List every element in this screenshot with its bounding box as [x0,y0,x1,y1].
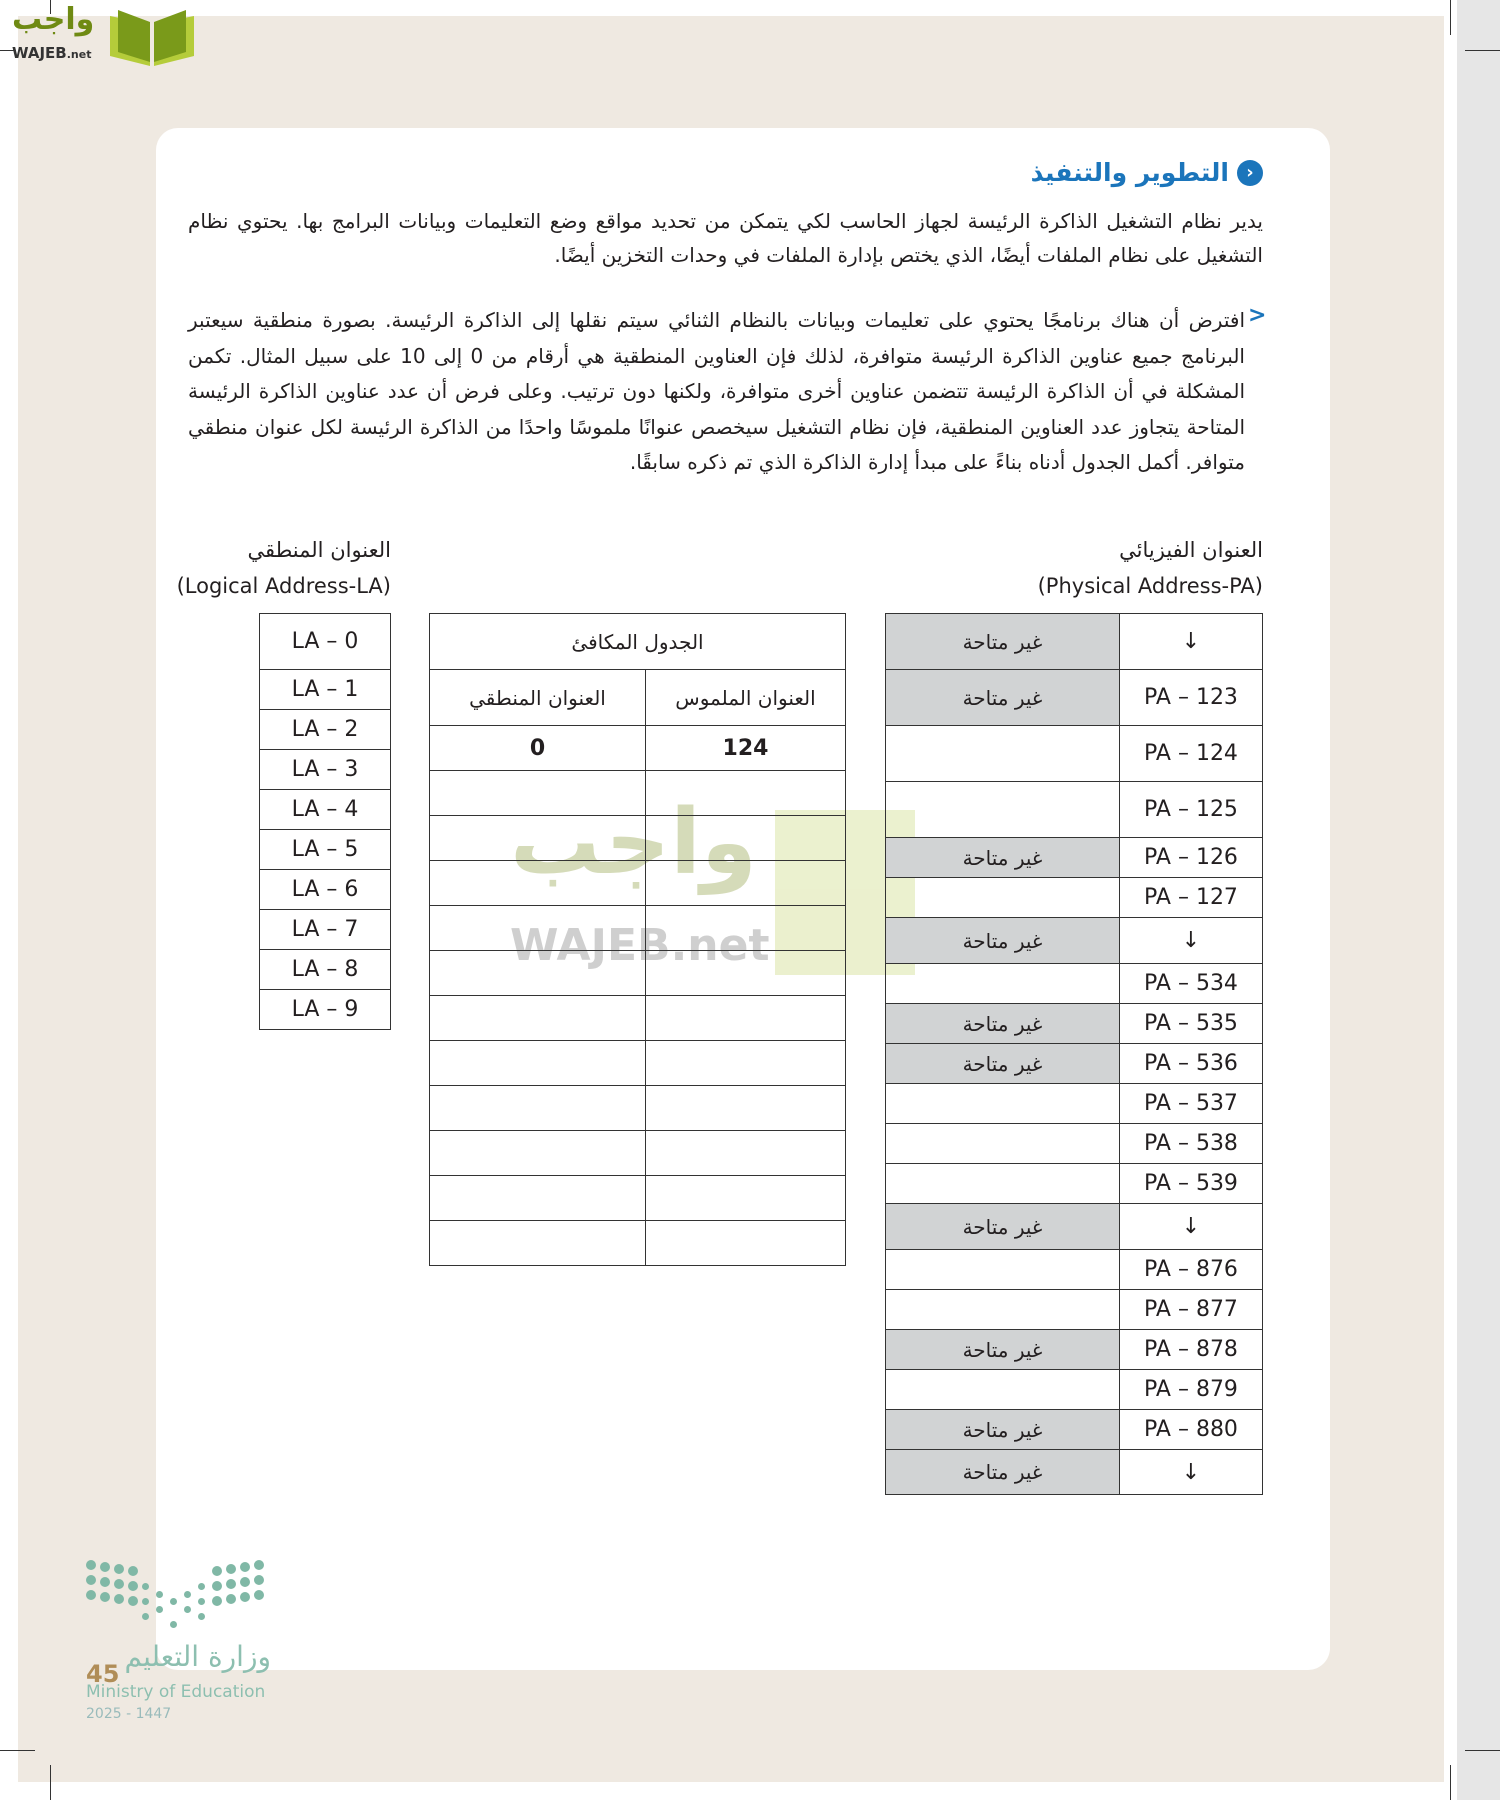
availability-cell [886,878,1120,918]
logo-dot [114,1594,124,1604]
physical-address-input-cell[interactable] [646,861,846,906]
physical-address-input-cell[interactable] [646,1176,846,1221]
physical-address-row [886,1410,1263,1450]
physical-address-row [886,918,1263,964]
arrow-down-icon: ↓ [1120,1204,1263,1250]
label-arabic: العنوان المنطقي [247,538,391,562]
logical-address-input-cell[interactable] [430,906,646,951]
logo-dot [240,1562,250,1572]
column-header-physical: العنوان الملموس [646,670,846,726]
logo-dot [226,1564,236,1574]
section-heading [1031,158,1263,187]
wajeb-watermark: واجب WAJEB.net [500,810,920,990]
logo-dot [128,1581,138,1591]
arrow-down-icon: ↓ [1120,1450,1263,1495]
equivalence-row [430,1086,846,1131]
logo-arabic: واجب [12,2,95,37]
physical-address-cell: PA – 125 [1120,782,1263,838]
equivalence-row [430,951,846,996]
physical-address-row [886,878,1263,918]
physical-address-cell: PA – 876 [1120,1250,1263,1290]
physical-address-row [886,726,1263,782]
logo-dot [128,1566,138,1576]
availability-cell: غير متاحة [886,1204,1120,1250]
physical-address-cell: PA – 534 [1120,964,1263,1004]
equivalence-table [429,613,846,1266]
logical-address-row [260,870,391,910]
physical-address-cell: PA – 535 [1120,1004,1263,1044]
logo-dot [226,1579,236,1589]
physical-address-cell: PA – 126 [1120,838,1263,878]
ministry-of-education-logo: وزارة التعليم Ministry of Education 2025 - 1447 [86,1560,276,1730]
availability-cell [886,782,1120,838]
logo-dot [254,1575,264,1585]
physical-address-input-cell[interactable] [646,906,846,951]
physical-address-cell: PA – 127 [1120,878,1263,918]
logical-address-row [260,750,391,790]
logical-address-row [260,910,391,950]
logo-dot [184,1606,191,1613]
logical-address-input-cell[interactable] [430,1086,646,1131]
availability-cell [886,1370,1120,1410]
physical-address-row [886,964,1263,1004]
logo-dot [114,1579,124,1589]
logo-dot [142,1598,149,1605]
logo-dot [198,1583,205,1590]
logical-address-row [260,990,391,1030]
crop-mark [1450,0,1451,35]
crop-mark [1465,1750,1500,1751]
physical-address-input-cell[interactable] [646,816,846,861]
availability-cell [886,1164,1120,1204]
equivalence-row [430,1131,846,1176]
availability-cell: غير متاحة [886,1450,1120,1495]
crop-mark [1450,1765,1451,1800]
arrow-down-icon: ↓ [1120,918,1263,964]
book-icon [106,6,198,68]
availability-cell: غير متاحة [886,1044,1120,1084]
physical-address-row [886,1204,1263,1250]
heading-text: التطوير والتنفيذ [1030,158,1229,187]
physical-address-input-cell[interactable] [646,996,846,1041]
logical-address-row [260,790,391,830]
equivalence-row [430,726,846,771]
physical-address-cell: PA – 537 [1120,1084,1263,1124]
logical-address-input-cell[interactable] [430,771,646,816]
logical-address-label [177,532,391,604]
crop-mark [50,1765,51,1800]
chevron-left-icon: ‹ [1237,160,1263,186]
logical-address-cell: LA – 5 [260,830,391,870]
logical-address-cell: LA – 9 [260,990,391,1030]
equivalence-row [430,1041,846,1086]
logical-address-input-cell[interactable]: 0 [430,726,646,771]
logical-address-input-cell[interactable] [430,1221,646,1266]
logical-address-input-cell[interactable] [430,951,646,996]
availability-cell: غير متاحة [886,1330,1120,1370]
equivalence-row [430,816,846,861]
logo-dot [142,1583,149,1590]
equivalence-row [430,771,846,816]
logo-dot [226,1594,236,1604]
logo-dot [142,1613,149,1620]
logo-dot [212,1596,222,1606]
page-number: 45 [86,1660,120,1688]
logo-dot [254,1590,264,1600]
physical-address-input-cell[interactable] [646,1086,846,1131]
availability-cell [886,1124,1120,1164]
physical-address-row [886,1250,1263,1290]
logo-dot [100,1562,110,1572]
logical-address-input-cell[interactable] [430,861,646,906]
logo-dot [100,1592,110,1602]
label-arabic: العنوان الفيزيائي [1119,538,1263,562]
availability-cell [886,1290,1120,1330]
column-header-logical: العنوان المنطقي [430,670,646,726]
physical-address-cell: PA – 877 [1120,1290,1263,1330]
equivalence-row [430,1221,846,1266]
physical-address-label [1038,532,1263,604]
logical-address-cell: LA – 3 [260,750,391,790]
physical-address-row [886,670,1263,726]
logical-address-table [259,613,391,1030]
logo-dot [170,1621,177,1628]
logo-dot [198,1598,205,1605]
availability-cell: غير متاحة [886,1004,1120,1044]
physical-address-row [886,1370,1263,1410]
physical-address-cell: PA – 539 [1120,1164,1263,1204]
logo-dot [240,1592,250,1602]
physical-address-row [886,782,1263,838]
physical-address-row [886,614,1263,670]
physical-address-row [886,1004,1263,1044]
physical-address-input-cell[interactable] [646,951,846,996]
availability-cell: غير متاحة [886,838,1120,878]
logical-address-input-cell[interactable] [430,1176,646,1221]
logical-address-row [260,950,391,990]
physical-address-input-cell[interactable] [646,1041,846,1086]
logo-dot [198,1613,205,1620]
physical-address-row [886,838,1263,878]
logical-address-row [260,830,391,870]
logo-dot [212,1581,222,1591]
equivalence-row [430,861,846,906]
availability-cell: غير متاحة [886,1410,1120,1450]
crop-mark [0,1750,35,1751]
logo-dot [212,1566,222,1576]
logo-dot [156,1591,163,1598]
physical-address-cell: PA – 536 [1120,1044,1263,1084]
availability-cell: غير متاحة [886,670,1120,726]
label-english: (Logical Address-LA) [176,574,391,598]
logo-dot [184,1591,191,1598]
label-english: (Physical Address-PA) [1037,574,1263,598]
physical-address-cell: PA – 879 [1120,1370,1263,1410]
equivalence-title: الجدول المكافئ [430,614,846,670]
logical-address-cell: LA – 6 [260,870,391,910]
bullet-chevron-icon: > [1248,303,1267,328]
physical-address-input-cell[interactable] [646,771,846,816]
logical-address-cell: LA – 8 [260,950,391,990]
crop-mark [1465,50,1500,51]
logo-dot [86,1590,96,1600]
logical-address-cell: LA – 4 [260,790,391,830]
logical-address-cell: LA – 7 [260,910,391,950]
logo-dot [86,1560,96,1570]
physical-address-row [886,1124,1263,1164]
physical-address-cell: PA – 880 [1120,1410,1263,1450]
availability-cell [886,1250,1120,1290]
logical-address-row [260,670,391,710]
logical-address-cell: LA – 0 [260,614,391,670]
task-paragraph: افترض أن هناك برنامجًا يحتوي على تعليمات وبيانات بالنظام الثنائي سيتم نقلها إلى الذاكرة الرئيسة. بصورة منطقية سيعتبر البرنامج جميع عناوين الذاكرة الرئيسة متوافرة، لذلك فإن العناوين المنطقية هي أرقام من 0 إلى 10 على سبيل المثال. تكمن المشكلة في أن الذاكرة الرئيسة تتضمن عناوين أخرى متوافرة، ولكنها دون ترتيب. وعلى فرض أن عدد عناوين الذاكرة الرئيسة المتاحة يتجاوز عدد العناوين المنطقية، فإن نظام التشغيل سيخصص عنوانًا ملموسًا واحدًا من الذاكرة الرئيسة لكل عنوان منطقي متوافر. أكمل الجدول أدناه بناءً على مبدأ إدارة الذاكرة الذي تم ذكره سابقًا. [188,308,1245,474]
logo-dot [240,1577,250,1587]
logo-dot [128,1596,138,1606]
physical-address-row [886,1290,1263,1330]
logical-address-input-cell[interactable] [430,996,646,1041]
logical-address-row [260,614,391,670]
logical-address-input-cell[interactable] [430,816,646,861]
logo-dot [156,1606,163,1613]
physical-address-cell: PA – 124 [1120,726,1263,782]
logical-address-input-cell[interactable] [430,1041,646,1086]
equivalence-row [430,1176,846,1221]
availability-cell: غير متاحة [886,918,1120,964]
physical-address-row [886,1450,1263,1495]
equivalence-row [430,996,846,1041]
logo-dot [254,1560,264,1570]
physical-address-table [885,613,1263,1495]
logical-address-input-cell[interactable] [430,1131,646,1176]
intro-paragraph: يدير نظام التشغيل الذاكرة الرئيسة لجهاز الحاسب لكي يتمكن من تحديد مواقع وضع التعليمات وبيانات البرامج بها. يحتوي نظام التشغيل على نظام الملفات أيضًا، الذي يختص بإدارة الملفات في وحدات التخزين أيضًا. [188,209,1263,267]
page-edge [1457,0,1500,1800]
availability-cell: غير متاحة [886,614,1120,670]
physical-address-row [886,1164,1263,1204]
arrow-down-icon: ↓ [1120,614,1263,670]
physical-address-cell: PA – 878 [1120,1330,1263,1370]
wajeb-logo [10,4,190,68]
logo-dot [114,1564,124,1574]
logo-dot [86,1575,96,1585]
physical-address-cell: PA – 538 [1120,1124,1263,1164]
logical-address-row [260,710,391,750]
availability-cell [886,964,1120,1004]
logo-english: WAJEB.net [12,44,92,62]
physical-address-input-cell[interactable] [646,1221,846,1266]
physical-address-row [886,1044,1263,1084]
availability-cell [886,1084,1120,1124]
logical-address-cell: LA – 2 [260,710,391,750]
equivalence-row [430,906,846,951]
logical-address-cell: LA – 1 [260,670,391,710]
logo-dot [170,1598,177,1605]
physical-address-input-cell[interactable] [646,1131,846,1176]
physical-address-row [886,1330,1263,1370]
physical-address-row [886,1084,1263,1124]
availability-cell [886,726,1120,782]
logo-dot [100,1577,110,1587]
physical-address-cell: PA – 123 [1120,670,1263,726]
physical-address-input-cell[interactable]: 124 [646,726,846,771]
